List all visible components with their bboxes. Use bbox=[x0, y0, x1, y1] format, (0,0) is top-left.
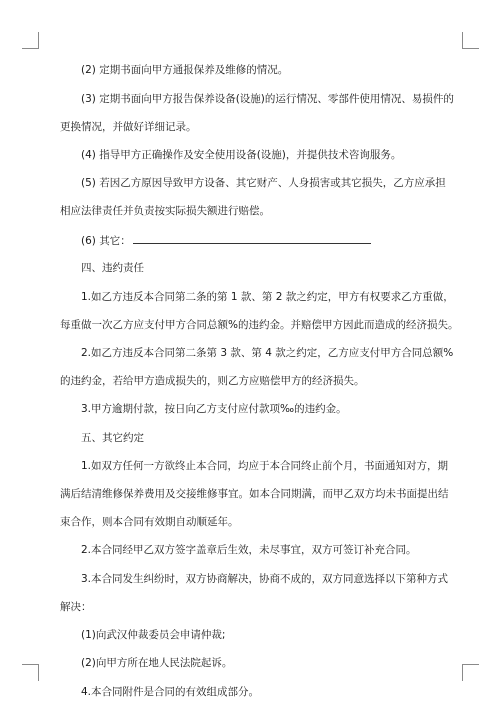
clause-5-1: 1.如双方任何一方欲终止本合同，均应于本合同终止前个月，书面通知对方，期 bbox=[81, 460, 449, 472]
corner-mark-top-right bbox=[462, 32, 479, 49]
clause-5-4: 4.本合同附件是合同的有效组成部分。 bbox=[81, 686, 260, 698]
clause-2-6-label: (6) 其它： bbox=[81, 235, 131, 247]
blank-line bbox=[133, 234, 371, 244]
section-4-heading: 四、违约责任 bbox=[81, 262, 144, 274]
clause-4-1: 1.如乙方违反本合同第二条的第 1 款、第 2 款之约定，甲方有权要求乙方重做， bbox=[81, 291, 454, 303]
clause-4-3: 3.甲方逾期付款，按日向乙方支付应付款项‰的违约金。 bbox=[81, 403, 347, 415]
clause-5-3-option-2: (2)向甲方所在地人民法院起诉。 bbox=[81, 657, 233, 669]
clause-4-2: 2.如乙方违反本合同第二条第 3 款、第 4 款之约定，乙方应支付甲方合同总额% bbox=[81, 347, 454, 359]
clause-2-4: (4) 指导甲方正确操作及安全使用设备(设施)，并提供技术咨询服务。 bbox=[81, 149, 402, 161]
clause-2-2: (2) 定期书面向甲方通报保养及维修的情况。 bbox=[81, 64, 289, 76]
clause-2-3-cont: 更换情况，并做好详细记录。 bbox=[60, 121, 197, 133]
corner-mark-top-left bbox=[22, 32, 39, 49]
clause-5-2: 2.本合同经甲乙双方签字盖章后生效，未尽事宜，双方可签订补充合同。 bbox=[81, 544, 417, 556]
clause-5-1-cont-2: 束合作，则本合同有效期自动顺延年。 bbox=[60, 516, 239, 528]
clause-2-6 bbox=[60, 234, 371, 248]
clause-2-5: (5) 若因乙方原因导致甲方设备、其它财产、人身损害或其它损失，乙方应承担 bbox=[81, 177, 446, 189]
section-5-heading: 五、其它约定 bbox=[81, 432, 144, 444]
corner-mark-bottom-right bbox=[462, 664, 479, 681]
clause-4-1-cont: 每重做一次乙方应支付甲方合同总额%的违约金。并赔偿甲方因此而造成的经济损失。 bbox=[60, 319, 459, 331]
clause-5-1-cont-1: 满后结清维修保养费用及交接维修事宜。如本合同期满，而甲乙双方均未书面提出结 bbox=[60, 488, 449, 500]
clause-4-2-cont: 的违约金，若给甲方造成损失的，则乙方应赔偿甲方的经济损失。 bbox=[60, 375, 365, 387]
clause-2-5-cont: 相应法律责任并负责按实际损失额进行赔偿。 bbox=[60, 205, 270, 217]
clause-2-3: (3) 定期书面向甲方报告保养设备(设施)的运行情况、零部件使用情况、易损件的 bbox=[81, 93, 454, 105]
corner-mark-bottom-left bbox=[22, 664, 39, 681]
clause-5-3-option-1: (1)向武汉仲裁委员会申请仲裁; bbox=[81, 629, 226, 641]
clause-5-3-cont: 解决： bbox=[60, 601, 92, 613]
clause-5-3: 3.本合同发生纠纷时，双方协商解决，协商不成的，双方同意选择以下第种方式 bbox=[81, 573, 449, 585]
